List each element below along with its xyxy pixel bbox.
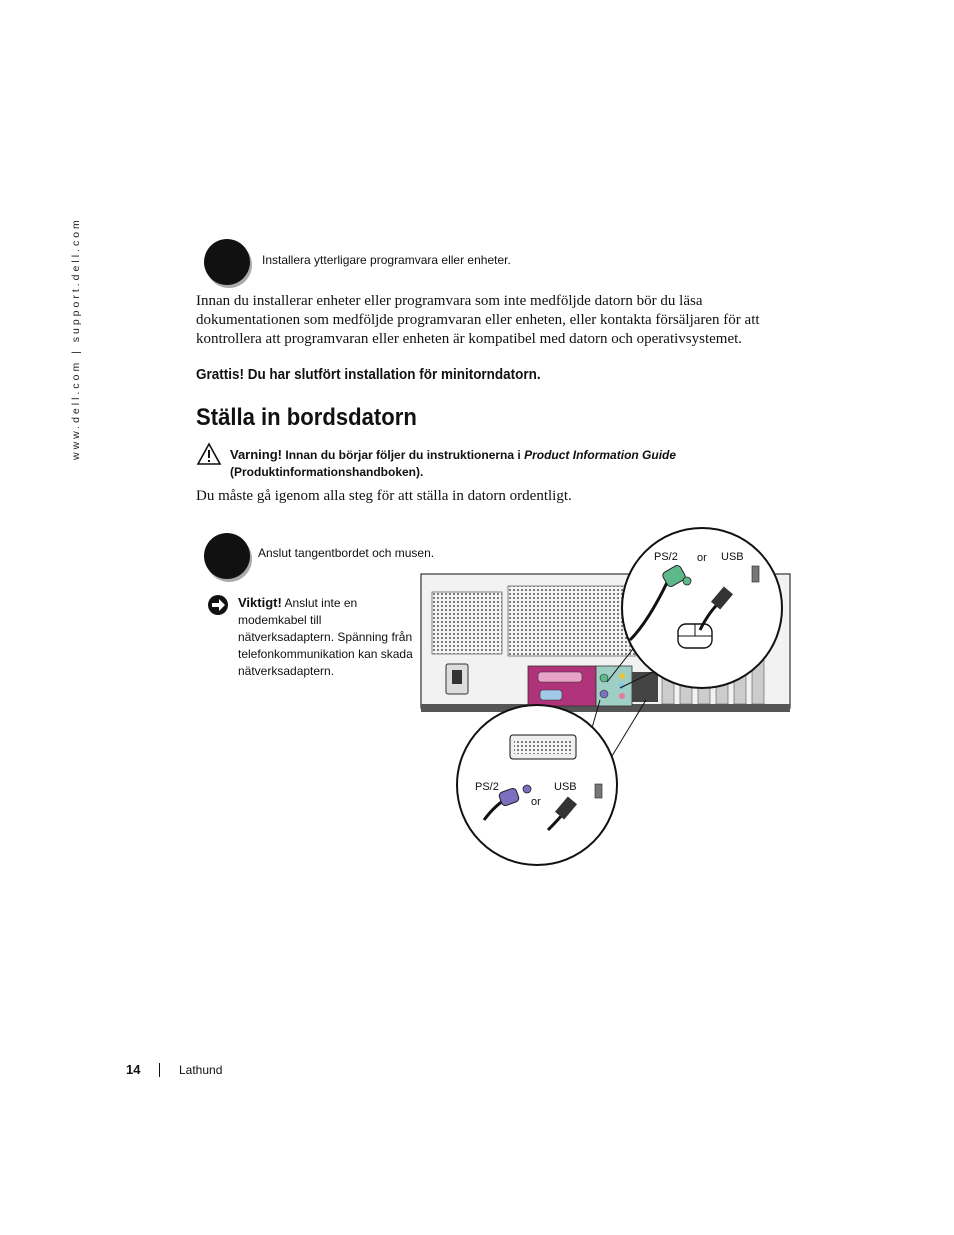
warning-label: Varning! bbox=[230, 447, 283, 462]
intro-paragraph: Innan du installerar enheter eller programvara som inte medföljde datorn bör du läsa dokumentationen som medföljde programvaran eller enheten, eller kontakta försäljaren för att kontrollera att programvaran eller enheten är kompatibel med datorn och operativsystemet. bbox=[196, 293, 760, 347]
mouse-ps2-label: PS/2 bbox=[654, 551, 678, 563]
footer-divider bbox=[159, 1063, 160, 1077]
sidebar-url: www.dell.com | support.dell.com bbox=[70, 217, 82, 460]
notice-body: Anslut inte en modemkabel till nätverksadaptern. Spänning från telefonkommunikation kan skada nätverksadaptern. bbox=[238, 596, 413, 678]
mouse-or-label: or bbox=[697, 552, 707, 564]
keyboard-ps2-label: PS/2 bbox=[475, 781, 499, 793]
step-1-text: Installera ytterligare programvara eller enheter. bbox=[262, 253, 511, 267]
mouse-usb-label: USB bbox=[721, 551, 744, 563]
warning-body: Innan du börjar följer du instruktionerna i bbox=[285, 448, 521, 462]
warning-guide: Product Information Guide bbox=[524, 448, 677, 462]
keyboard-usb-label: USB bbox=[554, 781, 577, 793]
notice-label: Viktigt! bbox=[238, 595, 282, 610]
footer-title: Lathund bbox=[179, 1063, 223, 1077]
keyboard-or-label: or bbox=[531, 796, 541, 808]
section-title: Ställa in bordsdatorn bbox=[196, 404, 417, 431]
warning-guide-sv: (Produktinformationshandboken). bbox=[230, 465, 424, 479]
steps-paragraph: Du måste gå igenom alla steg för att ställa in datorn ordentligt. bbox=[196, 488, 572, 504]
page-number: 14 bbox=[126, 1062, 141, 1077]
step-2-text: Anslut tangentbordet och musen. bbox=[258, 546, 435, 560]
congrats-heading: Grattis! Du har slutfört installation för minitorndatorn. bbox=[196, 367, 541, 383]
